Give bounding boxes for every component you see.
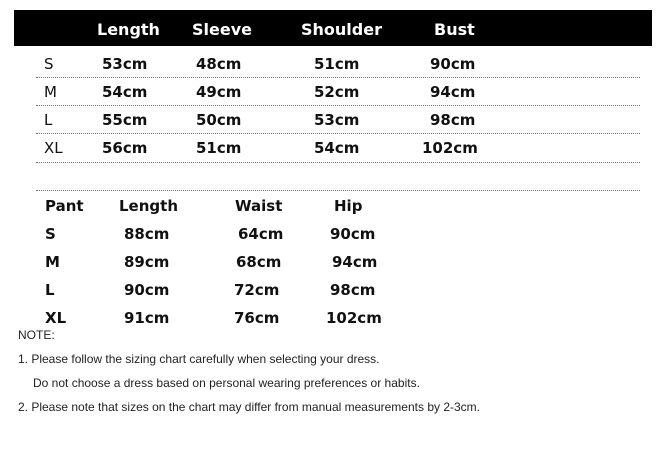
length-value: 56cm [102, 139, 148, 157]
pant-length-value: 89cm [124, 253, 170, 271]
row-divider [36, 162, 640, 163]
pant-length-value: 88cm [124, 225, 170, 243]
header-pant-length: Length [119, 197, 178, 215]
length-value: 53cm [102, 55, 148, 73]
bust-value: 98cm [430, 111, 476, 129]
size-label: XL [44, 139, 63, 157]
row-divider [36, 190, 640, 191]
sleeve-value: 49cm [196, 83, 242, 101]
header-pant: Pant [45, 197, 84, 215]
hip-value: 90cm [330, 225, 376, 243]
shoulder-value: 51cm [314, 55, 360, 73]
header-shoulder: Shoulder [301, 20, 382, 39]
size-label: M [45, 253, 60, 271]
bust-value: 90cm [430, 55, 476, 73]
sleeve-value: 50cm [196, 111, 242, 129]
pant-length-value: 91cm [124, 309, 170, 327]
shoulder-value: 54cm [314, 139, 360, 157]
length-value: 54cm [102, 83, 148, 101]
shoulder-value: 52cm [314, 83, 360, 101]
size-label: S [44, 55, 54, 73]
waist-value: 76cm [234, 309, 280, 327]
length-value: 55cm [102, 111, 148, 129]
hip-value: 98cm [330, 281, 376, 299]
header-waist: Waist [235, 197, 283, 215]
sleeve-value: 48cm [196, 55, 242, 73]
size-label: M [44, 83, 57, 101]
top-table-header [14, 10, 652, 46]
size-label: L [45, 281, 55, 299]
pant-table-header [42, 193, 422, 221]
table-row [42, 277, 422, 305]
note-title: NOTE: [18, 328, 55, 342]
sleeve-value: 51cm [196, 139, 242, 157]
pant-length-value: 90cm [124, 281, 170, 299]
note-line-2: 2. Please note that sizes on the chart may differ from manual measurements by 2-3cm. [18, 400, 480, 414]
size-label: XL [45, 309, 67, 327]
bust-value: 102cm [422, 139, 478, 157]
hip-value: 102cm [326, 309, 382, 327]
table-row [42, 221, 422, 249]
bust-value: 94cm [430, 83, 476, 101]
header-length: Length [97, 20, 160, 39]
header-hip: Hip [334, 197, 363, 215]
table-row [42, 305, 422, 333]
note-line-1b: Do not choose a dress based on personal wearing preferences or habits. [33, 376, 420, 390]
table-row [36, 77, 638, 105]
waist-value: 72cm [234, 281, 280, 299]
shoulder-value: 53cm [314, 111, 360, 129]
waist-value: 68cm [236, 253, 282, 271]
size-label: S [45, 225, 56, 243]
note-line-1: 1. Please follow the sizing chart carefully when selecting your dress. [18, 352, 380, 366]
table-row [36, 49, 638, 77]
hip-value: 94cm [332, 253, 378, 271]
table-row [36, 105, 638, 133]
table-row [36, 133, 638, 161]
header-sleeve: Sleeve [192, 20, 252, 39]
table-row [42, 249, 422, 277]
waist-value: 64cm [238, 225, 284, 243]
size-label: L [44, 111, 53, 129]
header-bust: Bust [434, 20, 475, 39]
